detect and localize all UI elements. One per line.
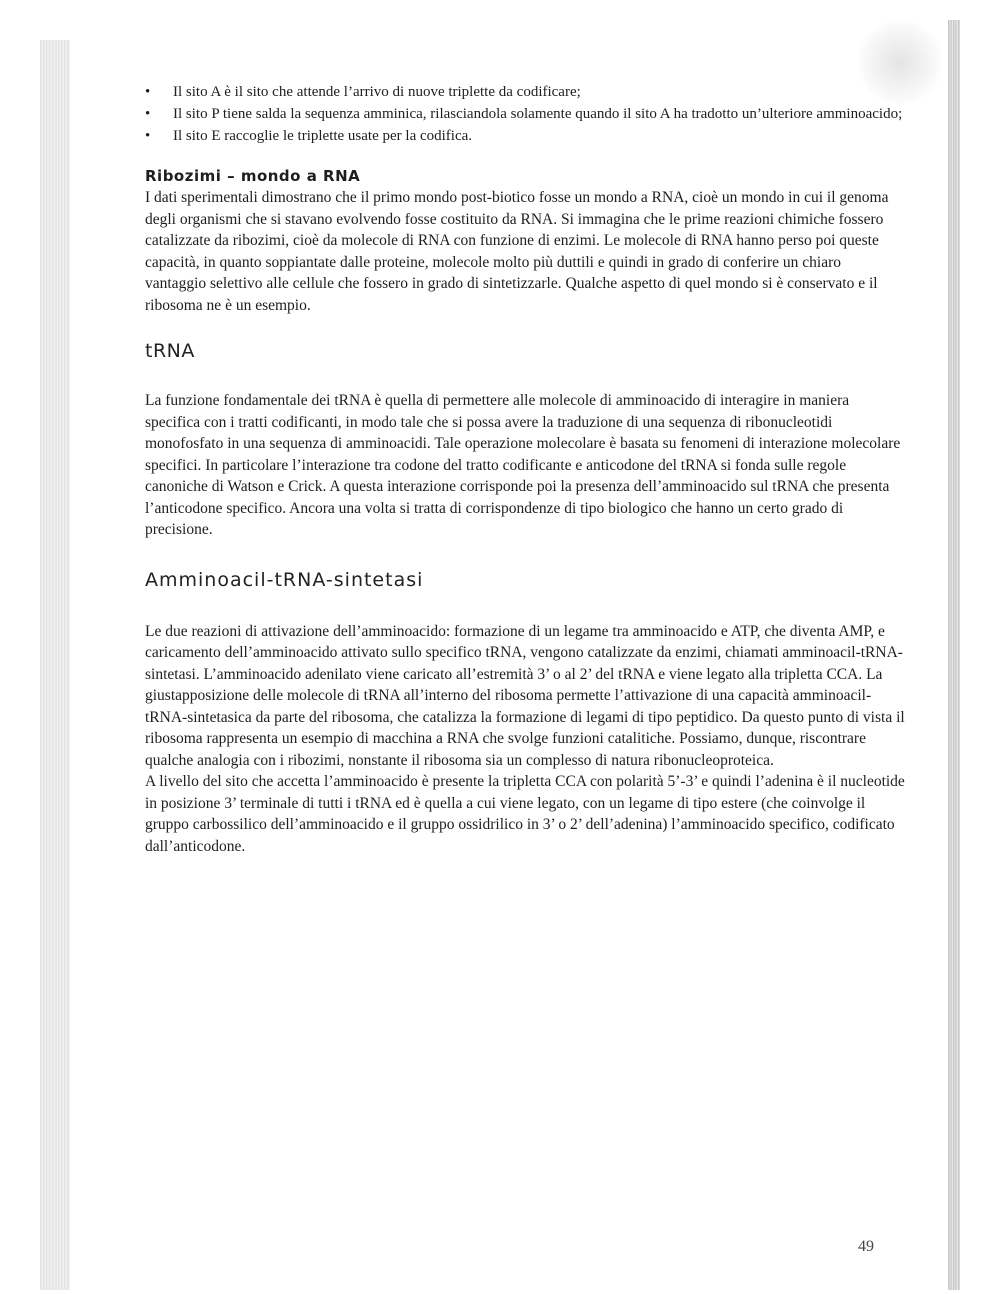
paragraph-ribozimi: I dati sperimentali dimostrano che il primo mondo post-biotico fosse un mondo a RNA, cioè un mondo in cui il genoma degli organismi che si stavano evolvendo fosse costituito da RNA. Si immagina che le prime reazioni chimiche fossero catalizzate da ribozimi, cioè da molecole di RNA con funzione di enzimi. Le molecole di RNA hanno perso poi queste capacità, in quanto soppiantate dalle proteine, molecole molto più duttili e quindi in grado di conferire un chiaro vantaggio selettivo alle cellule che fossero in grado di sintetizzarle. Qualche aspetto di quel mondo si è conservato e il ribosoma ne è un esempio. (145, 189, 889, 314)
list-item: • Il sito A è il sito che attende l’arrivo di nuove triplette da codificare; (145, 82, 905, 103)
page-number: 49 (858, 1238, 874, 1255)
section-heading-ribozimi: Ribozimi – mondo a RNA (145, 167, 361, 185)
paragraph-trna: La funzione fondamentale dei tRNA è quella di permettere alle molecole di amminoacido di interagire in maniera specifica con i tratti codificanti, in modo tale che si possa avere la traduzione di una sequenza di ribonucleotidi monofosfato in una sequenza di amminoacidi. Tale operazione molecolare è basata su fenomeni di interazione molecolare specifici. In particolare l’interazione tra codone del tratto codificante e anticodone del tRNA si fonda sulle regole canoniche di Watson e Crick. A questa interazione corrisponde poi la presenza dell’amminoacido sul tRNA che presenta l’anticodone specifico. Ancora una volta si tratta di corrispondenze di tipo biologico che hanno un certo grado di precisione. (145, 392, 901, 538)
section-heading-sintetasi: Amminoacil-tRNA-sintetasi (145, 568, 424, 591)
list-item: • Il sito E raccoglie le triplette usate per la codifica. (145, 126, 905, 147)
scan-left-edge (40, 40, 70, 1290)
section-heading-trna: tRNA (145, 340, 195, 362)
page-content (145, 82, 905, 857)
ribosome-sites-list (145, 82, 905, 147)
paragraph-sintetasi-2: A livello del sito che accetta l’amminoacido è presente la tripletta CCA con polarità 5’-3’ e quindi l’adenina è il nucleotide in posizione 3’ terminale di tutti i tRNA ed è quella a cui viene legato, con un legame di tipo estere (che coinvolge il gruppo carbossilico dell’amminoacido e il gruppo ossidrilico in 3’ o 2’ dell’adenina) l’amminoacido specifico, codificato dall’anticodone. (145, 773, 905, 855)
scan-right-edge (948, 20, 960, 1290)
list-item: • Il sito P tiene salda la sequenza amminica, rilasciandola solamente quando il sito A ha tradotto un’ulteriore amminoacido; (145, 104, 905, 125)
paragraph-sintetasi-1: Le due reazioni di attivazione dell’amminoacido: formazione di un legame tra amminoacido e ATP, che diventa AMP, e caricamento dell’amminoacido attivato sullo specifico tRNA, vengono catalizzate da enzimi, chiamati amminoacil-tRNA-sintetasi. L’amminoacido adenilato viene caricato all’estremità 3’ o al 2’ del tRNA e viene legato alla tripletta CCA. La giustapposizione delle molecole di tRNA all’interno del ribosoma permette l’attivazione di una capacità amminoacil-tRNA-sintetasica da parte del ribosoma, che catalizza la formazione di legami di tipo peptidico. Da questo punto di vista il ribosoma rappresenta un esempio di macchina a RNA che svolge funzioni catalitiche. Possiamo, dunque, riscontrare qualche analogia con i ribozimi, nonstante il ribosoma sia un complesso di natura ribonucleoproteica. (145, 622, 905, 769)
